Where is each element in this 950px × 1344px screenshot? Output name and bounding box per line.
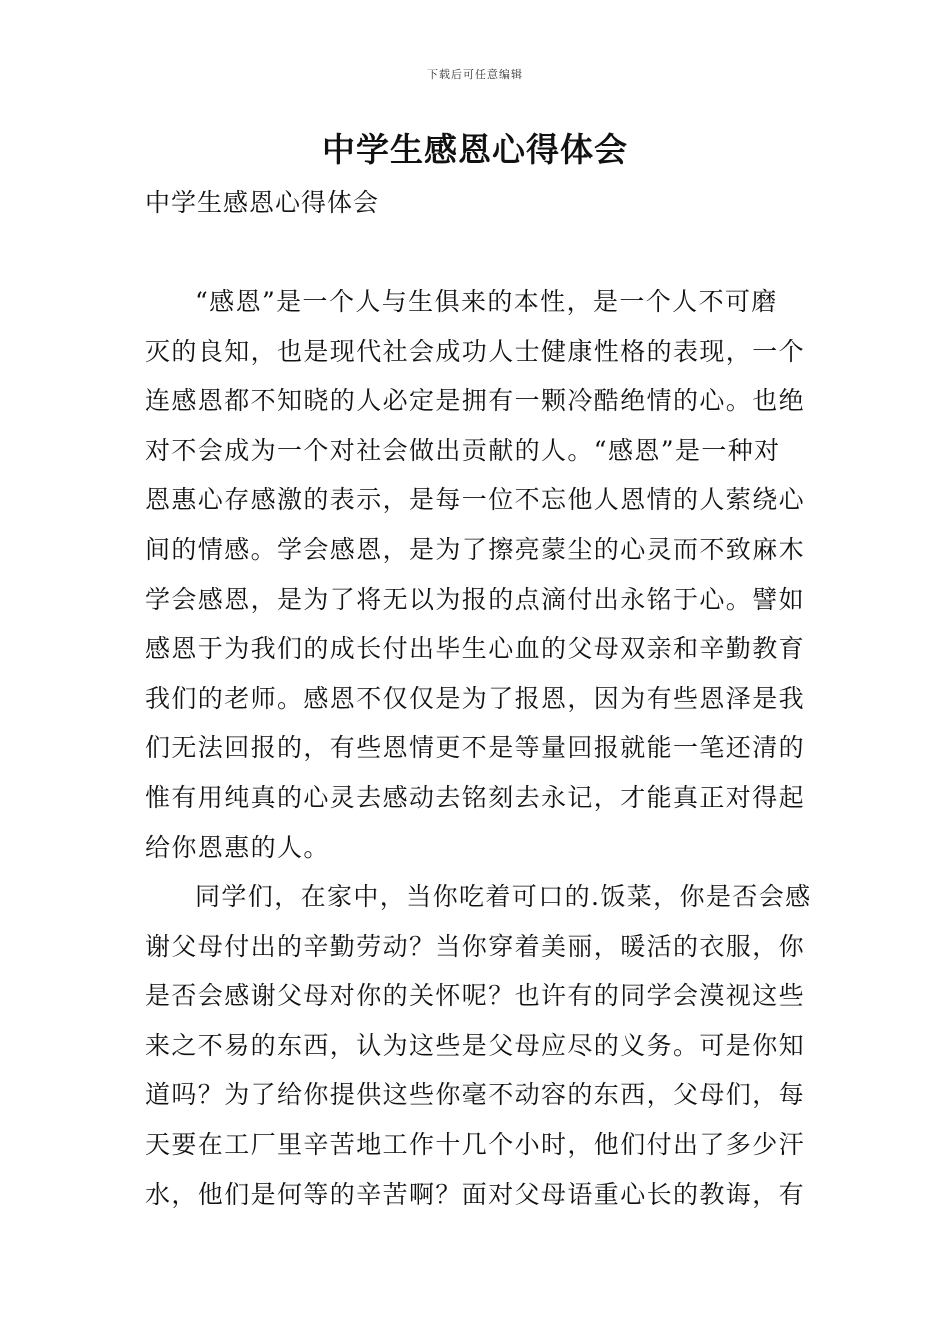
- paragraph-line: 谢父母付出的辛勤劳动？当你穿着美丽，暖活的衣服，你: [145, 931, 806, 961]
- paragraph-line: 天要在工厂里辛苦地工作十几个小时，他们付出了多少汗: [145, 1129, 806, 1159]
- paragraph-line: 同学们，在家中，当你吃着可口的.饭菜，你是否会感: [195, 882, 812, 911]
- paragraph-line: 对不会成为一个对社会做出贡献的人。“感恩”是一种对: [145, 435, 781, 465]
- paragraph-line: 连感恩都不知晓的人必定是拥有一颗冷酷绝情的心。也绝: [145, 386, 806, 416]
- paragraph-line: 灭的良知，也是现代社会成功人士健康性格的表现，一个: [145, 336, 806, 366]
- paragraph-line: 间的情感。学会感恩，是为了擦亮蒙尘的心灵而不致麻木: [145, 534, 806, 564]
- document-title: 中学生感恩心得体会: [322, 130, 628, 169]
- paragraph-1: [145, 277, 810, 872]
- paragraph-line: 学会感恩，是为了将无以为报的点滴付出永铭于心。譬如: [145, 584, 806, 614]
- paragraph-line: 我们的老师。感恩不仅仅是为了报恩，因为有些恩泽是我: [145, 683, 806, 713]
- paragraph-line: 水，他们是何等的辛苦啊？面对父母语重心长的教诲，有: [145, 1179, 806, 1209]
- document-subtitle: 中学生感恩心得体会: [145, 188, 380, 217]
- paragraph-line: 道吗？为了给你提供这些你毫不动容的东西，父母们，每: [145, 1080, 806, 1110]
- paragraph-line: 是否会感谢父母对你的关怀呢？也许有的同学会漠视这些: [145, 981, 806, 1011]
- paragraph-line: 恩惠心存感激的表示，是每一位不忘他人恩情的人萦绕心: [145, 485, 806, 515]
- paragraph-line: 来之不易的东西，认为这些是父母应尽的义务。可是你知: [145, 1030, 806, 1060]
- paragraph-line: 感恩于为我们的成长付出毕生心血的父母双亲和辛勤教育: [145, 634, 806, 664]
- paragraph-line: 惟有用纯真的心灵去感动去铭刻去永记，才能真正对得起: [145, 782, 806, 812]
- paragraph-line: 给你恩惠的人。: [145, 832, 330, 862]
- paragraph-line: “感恩”是一个人与生俱来的本性，是一个人不可磨: [195, 287, 778, 316]
- paragraph-line: 们无法回报的，有些恩情更不是等量回报就能一笔还清的: [145, 733, 806, 763]
- header-note: 下载后可任意编辑: [427, 68, 523, 81]
- paragraph-2: [145, 872, 810, 1219]
